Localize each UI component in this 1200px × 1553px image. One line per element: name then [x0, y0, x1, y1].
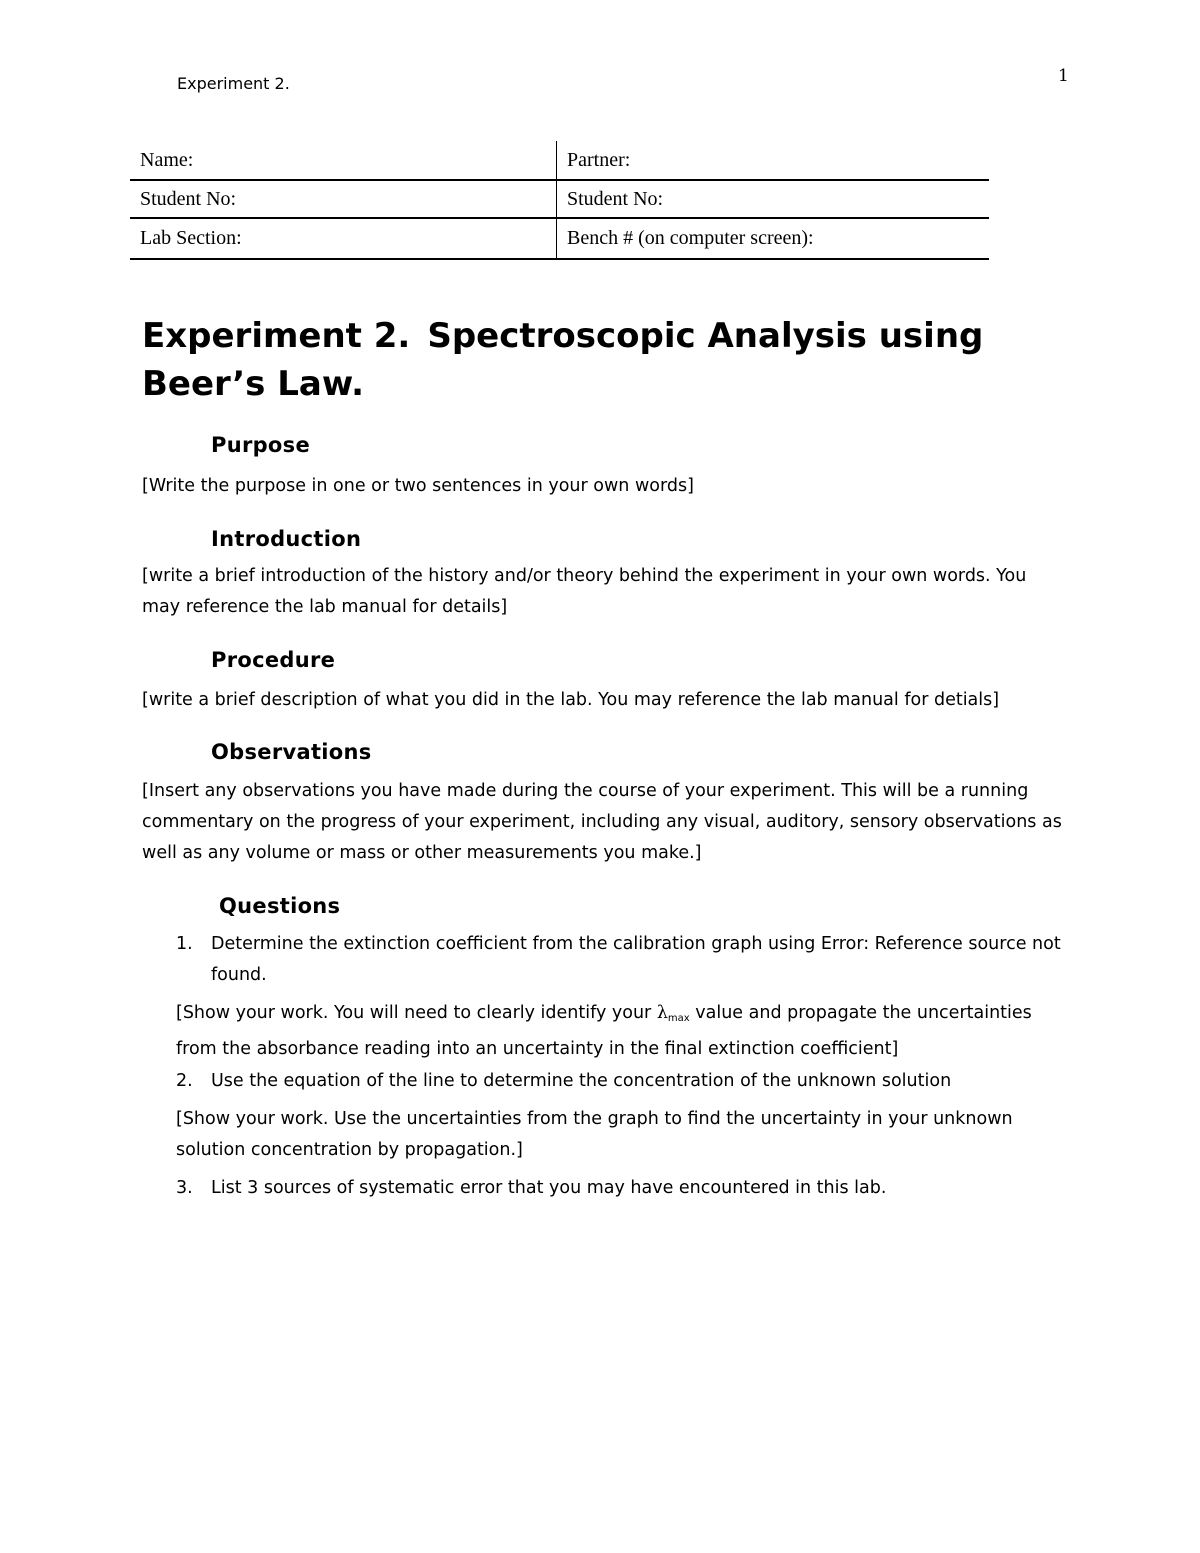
question-text: List 3 sources of systematic error that you may have encountered in this lab. — [211, 1178, 887, 1198]
question-1-line-1: Determine the extinction coefficient from the calibration graph using Error: Reference source not — [211, 934, 1061, 954]
partner-field-label: Partner: — [557, 141, 990, 180]
list-item — [176, 929, 1066, 991]
table-row — [130, 218, 989, 259]
observations-text — [142, 776, 1062, 869]
purpose-text: [Write the purpose in one or two sentences in your own words] — [142, 476, 694, 496]
introduction-line-1: [write a brief introduction of the history and/or theory behind the experiment in your own words. You — [142, 566, 1027, 586]
question-1-instructions — [176, 998, 1066, 1065]
observations-line-2: commentary on the progress of your experiment, including any visual, auditory, sensory observations as — [142, 812, 1062, 832]
q2-note-line-2: solution concentration by propagation.] — [176, 1140, 523, 1160]
title-line-1: Experiment 2. Spectroscopic Analysis using — [142, 316, 984, 356]
lambda-subscript: max — [667, 1013, 690, 1024]
q1-note-part-2: value and propagate the uncertainties — [689, 1003, 1032, 1023]
procedure-text: [write a brief description of what you did in the lab. You may reference the lab manual for detials] — [142, 690, 1000, 710]
q1-note-line-2: from the absorbance reading into an uncertainty in the final extinction coefficient] — [176, 1039, 899, 1059]
lab-section-field-label: Lab Section: — [130, 218, 557, 259]
observations-line-3: well as any volume or mass or other measurements you make.] — [142, 843, 702, 863]
questions-heading: Questions — [219, 894, 341, 918]
list-item — [176, 1066, 1066, 1097]
introduction-heading: Introduction — [211, 527, 362, 551]
student-info-table — [130, 141, 989, 260]
lambda-symbol: λ — [656, 1003, 668, 1023]
list-item — [176, 1173, 1066, 1204]
page-number: 1 — [1058, 66, 1069, 86]
bench-field-label: Bench # (on computer screen): — [557, 218, 990, 259]
question-number: 1. — [176, 934, 193, 954]
table-row — [130, 141, 989, 180]
title-line-2: Beer’s Law. — [142, 364, 364, 404]
student-no-field-label: Student No: — [130, 180, 557, 218]
question-1-line-2: found. — [211, 965, 267, 985]
name-field-label: Name: — [130, 141, 557, 180]
table-row — [130, 180, 989, 218]
question-2-instructions — [176, 1104, 1066, 1166]
procedure-heading: Procedure — [211, 648, 336, 672]
question-number: 2. — [176, 1071, 193, 1091]
partner-student-no-field-label: Student No: — [557, 180, 990, 218]
running-header: Experiment 2. — [177, 74, 290, 93]
page-title — [142, 312, 1042, 408]
question-text: Use the equation of the line to determine the concentration of the unknown solution — [211, 1071, 952, 1091]
q2-note-line-1: [Show your work. Use the uncertainties from the graph to find the uncertainty in your unknown — [176, 1109, 1013, 1129]
observations-line-1: [Insert any observations you have made during the course of your experiment. This will be a running — [142, 781, 1029, 801]
introduction-text — [142, 561, 1062, 623]
q1-note-part-1: [Show your work. You will need to clearly identify your — [176, 1003, 657, 1023]
introduction-line-2: may reference the lab manual for details] — [142, 597, 508, 617]
question-number: 3. — [176, 1178, 193, 1198]
question-text — [211, 929, 1066, 991]
observations-heading: Observations — [211, 740, 372, 764]
purpose-heading: Purpose — [211, 433, 310, 457]
